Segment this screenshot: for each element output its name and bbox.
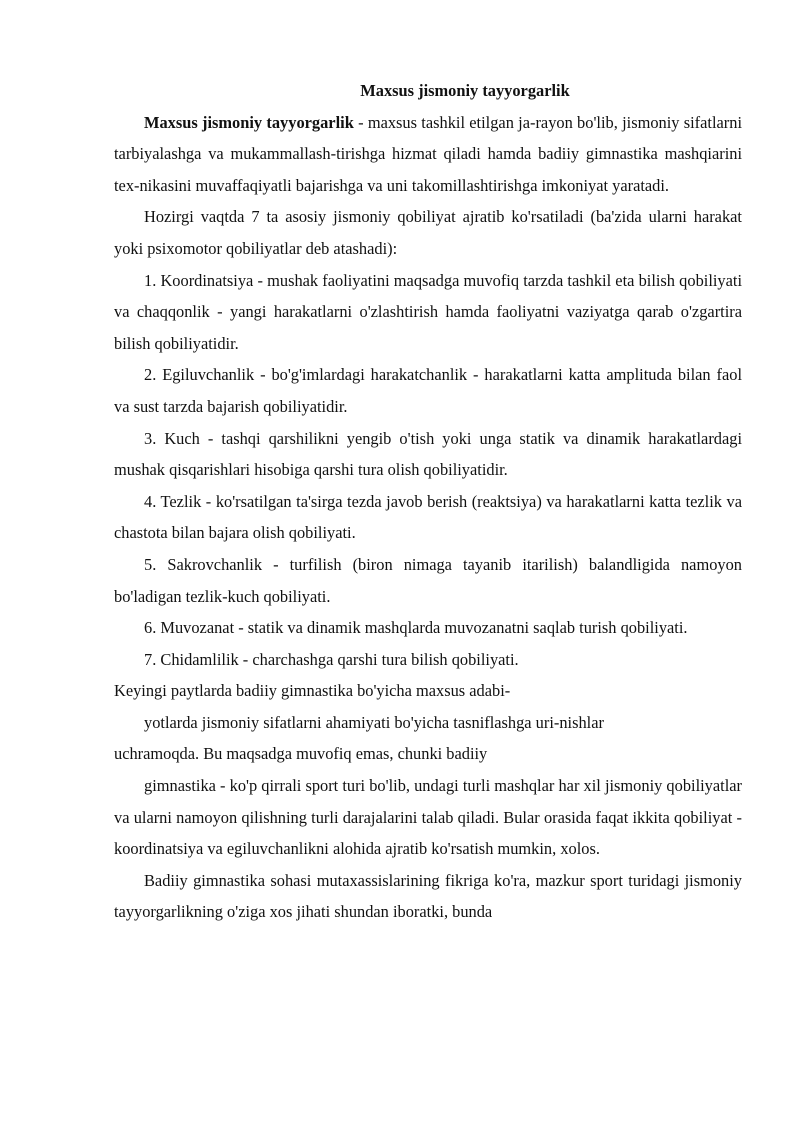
page-title: Maxsus jismoniy tayyorgarlik (360, 81, 570, 100)
list-item-flexibility: 2. Egiluvchanlik - bo'g'imlardagi harakatchanlik - harakatlarni katta amplituda bilan faol va sust tarzda bajarish qobiliyatidir. (114, 365, 742, 416)
list-item-jumping: 5. Sakrovchanlik - turfilish (biron nimaga tayanib itarilish) balandligida namoyon bo'ladigan tezlik-kuch qobiliyati. (114, 554, 742, 606)
experts-paragraph: Badiiy gimnastika sohasi mutaxassislarining fikriga ko'ra, mazkur sport turidagi jismoniy tayyorgarlikning o'ziga xos jihati shundan iboratki, bunda (114, 870, 742, 922)
document-page (114, 75, 742, 928)
intro-text: - maxsus tashkil etilgan ja-rayon bo'lib, jismoniy sifatlarni tarbiyalashga va mukammallash-tirishga hizmat qiladi hamda badiiy gimnastika mashqiarini tex-nikasini muvaffaqiyatli bajarishga va uni takomillashtirishga imkoniyat yaratadi. (114, 112, 743, 195)
intro-term: Maxsus jismoniy tayyorgarlik (144, 112, 354, 132)
list-item-balance: 6. Muvozanat - statik va dinamik mashqlarda muvozanatni saqlab turish qobiliyati. (144, 618, 688, 638)
paragraph-line: Keyingi paytlarda badiiy gimnastika bo'yicha maxsus adabi- (114, 681, 511, 701)
list-item-endurance: 7. Chidamlilik - charchashga qarshi tura bilish qobiliyati. (144, 649, 519, 669)
abilities-intro-paragraph: Hozirgi vaqtda 7 ta asosiy jismoniy qobiliyat ajratib ko'rsatiladi (ba'zida ularni harakat yoki psixomotor qobiliyatlar deb atashadi): (114, 207, 742, 258)
intro-paragraph (114, 107, 742, 202)
paragraph-line: yotlarda jismoniy sifatlarni ahamiyati bo'yicha tasniflashga uri-nishlar (144, 712, 604, 732)
list-item-strength: 3. Kuch - tashqi qarshilikni yengib o'tish yoki unga statik va dinamik harakatlardagi mushak qisqarishlari hisobiga qarshi tura olish qobiliyatidir. (114, 428, 742, 480)
paragraph-line: uchramoqda. Bu maqsadga muvofiq emas, chunki badiiy (114, 744, 488, 764)
gymnastics-paragraph: gimnastika - ko'p qirrali sport turi bo'lib, undagi turli mashqlar har xil jismoniy qobiliyatlar va ularni namoyon qilishning turli darajalarini talab qiladi. Bular orasida faqat ikkita qobiliyat - koordinatsiya va egiluvchanlikni alohida ajratib ko'rsatish mumkin, xolos. (114, 776, 742, 859)
list-item-coordination: 1. Koordinatsiya - mushak faoliyatini maqsadga muvofiq tarzda tashkil eta bilish qobiliyati va chaqqonlik - yangi harakatlarni o'zlashtirish hamda faoliyatni vaziyatga qarab o'zgartira bilish qobiliyatidir. (114, 270, 742, 353)
list-item-speed: 4. Tezlik - ko'rsatilgan ta'sirga tezda javob berish (reaktsiya) va harakatlarni katta tezlik va chastota bilan bajara olish qobiliyati. (114, 491, 742, 543)
